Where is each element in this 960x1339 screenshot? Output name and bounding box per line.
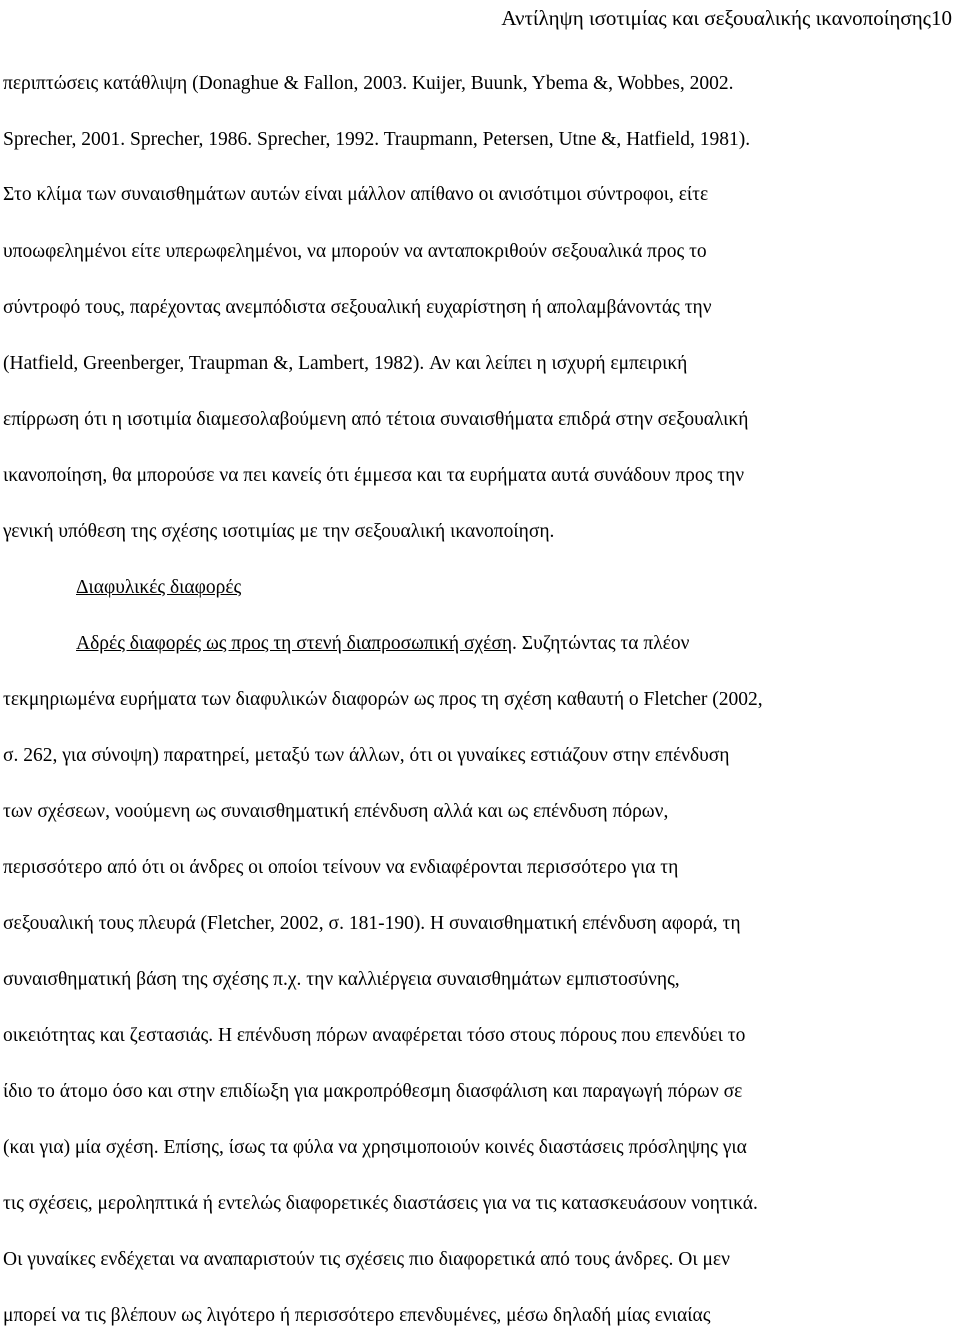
text-line: περιπτώσεις κατάθλιψη (Donaghue & Fallon, 2003. Kuijer, Buunk, Ybema &, Wobbes, 2002. (3, 73, 734, 94)
page-number: 10 (931, 6, 952, 30)
text-line: Sprecher, 2001. Sprecher, 1986. Sprecher, 1992. Traupmann, Petersen, Utne &, Hatfield, 1981). (3, 129, 751, 150)
text-line: ικανοποίηση, θα μπορούσε να πει κανείς ότι έμμεσα και τα ευρήματα αυτά συνάδουν προς την (3, 465, 745, 486)
text-line: των σχέσεων, νοούμενη ως συναισθηματική επένδυση αλλά και ως επένδυση πόρων, (3, 801, 669, 822)
text-line: σ. 262, για σύνοψη) παρατηρεί, μεταξύ των άλλων, ότι οι γυναίκες εστιάζουν στην επένδυση (3, 745, 730, 766)
text-line: (Hatfield, Greenberger, Traupman &, Lambert, 1982). Αν και λείπει η ισχυρή εμπειρική (3, 353, 688, 374)
subsection-text: . Συζητώντας τα πλέον (512, 633, 690, 654)
text-line: επίρρωση ότι η ισοτιμία διαμεσολαβούμενη από τέτοια συναισθήματα επιδρά στην σεξουαλική (3, 409, 749, 430)
running-title: Αντίληψη ισοτιμίας και σεξουαλικής ικανοποίησης (501, 6, 931, 30)
running-header (501, 6, 952, 30)
text-line: Οι γυναίκες ενδέχεται να αναπαριστούν τις σχέσεις πιο διαφορετικά από τους άνδρες. Οι μεν (3, 1249, 730, 1270)
text-line: μπορεί να τις βλέπουν ως λιγότερο ή περισσότερο επενδυμένες, μέσω δηλαδή μίας ενιαίας (3, 1305, 711, 1326)
subsection-line (76, 632, 689, 656)
text-line: οικειότητας και ζεστασιάς. Η επένδυση πόρων αναφέρεται τόσο στους πόρους που επενδύει το (3, 1025, 746, 1046)
text-line: σεξουαλική τους πλευρά (Fletcher, 2002, σ. 181-190). Η συναισθηματική επένδυση αφορά, τη (3, 913, 741, 934)
text-line: γενική υπόθεση της σχέσης ισοτιμίας με την σεξουαλική ικανοποίηση. (3, 521, 555, 542)
text-line: (και για) μία σχέση. Επίσης, ίσως τα φύλα να χρησιμοποιούν κοινές διαστάσεις πρόσληψης για (3, 1137, 747, 1158)
section-heading: Διαφυλικές διαφορές (76, 577, 242, 598)
text-line: περισσότερο από ότι οι άνδρες οι οποίοι τείνουν να ενδιαφέρονται περισσότερο για τη (3, 857, 679, 878)
text-line: υποωφελημένοι είτε υπερωφελημένοι, να μπορούν να ανταποκριθούν σεξουαλικά προς το (3, 241, 707, 262)
text-line: Στο κλίμα των συναισθημάτων αυτών είναι μάλλον απίθανο οι ανισότιμοι σύντροφοι, είτε (3, 184, 709, 205)
text-line: τεκμηριωμένα ευρήματα των διαφυλικών διαφορών ως προς τη σχέση καθαυτή ο Fletcher (2002, (3, 689, 763, 710)
text-line: ίδιο το άτομο όσο και στην επιδίωξη για μακροπρόθεσμη διασφάλιση και παραγωγή πόρων σε (3, 1081, 743, 1102)
text-line: σύντροφό τους, παρέχοντας ανεμπόδιστα σεξουαλική ευχαρίστηση ή απολαμβάνοντάς την (3, 297, 712, 318)
text-line: συναισθηματική βάση της σχέσης π.χ. την καλλιέργεια συναισθημάτων εμπιστοσύνης, (3, 969, 680, 990)
subsection-heading: Αδρές διαφορές ως προς τη στενή διαπροσωπική σχέση (76, 633, 513, 654)
text-line: τις σχέσεις, μεροληπτικά ή εντελώς διαφορετικές διαστάσεις για να τις κατασκευάσουν νοητικά. (3, 1193, 758, 1214)
